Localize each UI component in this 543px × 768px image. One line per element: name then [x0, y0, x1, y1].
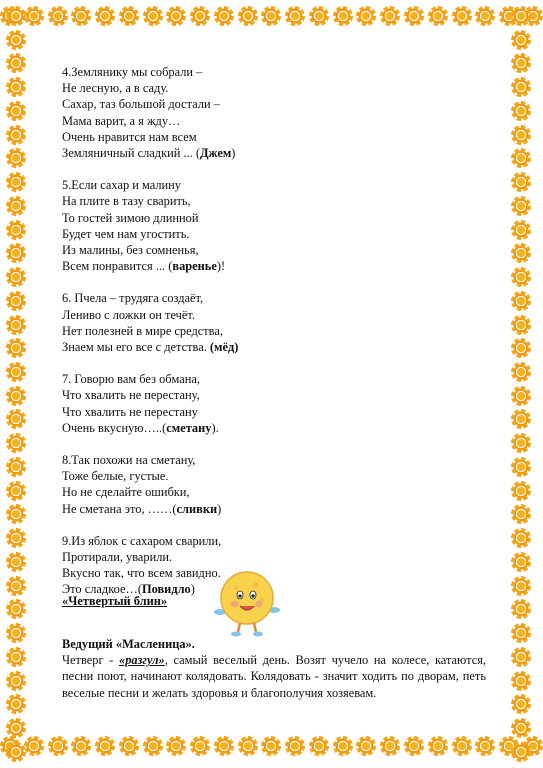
sunflower-icon — [214, 6, 234, 26]
riddle-line: Очень нравится нам всем — [62, 129, 197, 144]
sunflower-icon — [119, 6, 139, 26]
sunflower-icon — [166, 6, 186, 26]
sunflower-icon — [6, 125, 26, 145]
riddle-line: 6. Пчела – трудяга создаёт, — [62, 291, 204, 306]
sunflower-icon — [511, 148, 531, 168]
sunflower-icon — [6, 362, 26, 382]
sunflower-icon — [6, 718, 26, 738]
riddle-answer-line — [62, 339, 486, 355]
sunflower-icon — [6, 30, 26, 50]
answer-prefix: Не сметана это, ……( — [62, 501, 177, 516]
sunflower-border-top — [0, 6, 543, 32]
answer-prefix: Очень вкусную…..( — [62, 420, 167, 435]
sunflower-icon — [6, 504, 26, 524]
sunflower-icon — [6, 53, 26, 73]
sunflower-icon — [6, 647, 26, 667]
sunflower-icon — [511, 338, 531, 358]
riddle-line: Лениво с ложки он течёт. — [62, 307, 195, 322]
riddle-line: Но не сделайте ошибки, — [62, 485, 190, 500]
riddle-line: 4.Землянику мы собрали – — [62, 65, 203, 79]
sunflower-icon — [511, 504, 531, 524]
riddle-answer: варенье — [172, 259, 217, 274]
answer-prefix: Земляничный сладкий ... ( — [62, 146, 200, 161]
sunflower-icon — [511, 742, 531, 762]
riddle-answer-line — [62, 258, 486, 274]
sunflower-icon — [511, 718, 531, 738]
answer-suffix: ) — [190, 582, 195, 597]
sunflower-icon — [6, 576, 26, 596]
sunflower-icon — [511, 623, 531, 643]
sunflower-icon — [285, 736, 305, 756]
riddle-line: 5.Если сахар и малину — [62, 178, 181, 193]
sunflower-icon — [511, 243, 531, 263]
sunflower-icon — [452, 6, 472, 26]
riddle-stanza — [62, 452, 486, 517]
riddle-line: Вкусно так, что всем завидно. — [62, 566, 221, 581]
riddle-stanza — [62, 64, 486, 161]
sunflower-icon — [511, 552, 531, 572]
sunflower-icon — [333, 6, 353, 26]
sunflower-icon — [6, 172, 26, 192]
sunflower-icon — [6, 101, 26, 121]
sunflower-icon — [333, 736, 353, 756]
sunflower-icon — [475, 6, 495, 26]
sunflower-icon — [511, 433, 531, 453]
riddle-line: 9.Из яблок с сахаром сварили, — [62, 533, 222, 548]
sunflower-icon — [6, 386, 26, 406]
sunflower-icon — [511, 291, 531, 311]
sunflower-icon — [309, 6, 329, 26]
sunflower-icon — [511, 101, 531, 121]
answer-suffix: ) — [231, 146, 236, 161]
sunflower-icon — [511, 647, 531, 667]
riddle-line: Нет полезней в мире средства, — [62, 323, 223, 338]
sunflower-icon — [309, 736, 329, 756]
riddle-answer: сметану — [166, 420, 212, 435]
sunflower-icon — [380, 6, 400, 26]
sunflower-icon — [511, 172, 531, 192]
sunflower-icon — [511, 267, 531, 287]
riddle-line: Что хвалить не перестану, — [62, 388, 200, 403]
sunflower-icon — [6, 671, 26, 691]
leader-highlight: «разгул» — [119, 653, 165, 668]
sunflower-icon — [511, 671, 531, 691]
sunflower-icon — [285, 6, 305, 26]
sunflower-icon — [214, 736, 234, 756]
sunflower-icon — [6, 694, 26, 714]
sunflower-icon — [6, 409, 26, 429]
sunflower-icon — [511, 220, 531, 240]
sunflower-icon — [511, 30, 531, 50]
sunflower-icon — [48, 736, 68, 756]
sunflower-icon — [6, 742, 26, 762]
sunflower-icon — [511, 386, 531, 406]
riddle-line: На плите в тазу сварить, — [62, 194, 191, 209]
riddle-answer-line — [62, 420, 486, 436]
riddle-line: То гостей зимою длинной — [62, 210, 199, 225]
sunflower-icon — [6, 220, 26, 240]
sunflower-icon — [6, 315, 26, 335]
sunflower-icon — [475, 736, 495, 756]
sunflower-icon — [428, 736, 448, 756]
riddle-line: Тоже белые, густые. — [62, 469, 169, 484]
leader-title: Ведущий «Масленица». — [62, 637, 195, 651]
sunflower-icon — [404, 736, 424, 756]
sunflower-border-bottom — [0, 736, 543, 762]
sunflower-icon — [6, 267, 26, 287]
riddle-answer-line — [62, 145, 486, 161]
leader-text-after: , самый веселый день. Возят чучело на колесе, катаются, песни поют, начинают колядовать. Колядовать - значит ходить по дворам, петь веселые песни и желать здоровья и благополучия хозяевам. — [62, 653, 487, 700]
sunflower-icon — [6, 599, 26, 619]
sunflower-icon — [71, 6, 91, 26]
sunflower-icon — [511, 125, 531, 145]
sunflower-icon — [261, 6, 281, 26]
riddle-stanza — [62, 177, 486, 274]
sunflower-icon — [511, 481, 531, 501]
sunflower-icon — [190, 736, 210, 756]
sunflower-icon — [143, 6, 163, 26]
answer-suffix: ) — [217, 501, 222, 516]
sunflower-icon — [95, 6, 115, 26]
sunflower-icon — [6, 623, 26, 643]
leader-paragraph — [62, 652, 486, 701]
sunflower-icon — [511, 528, 531, 548]
section-title: «Четвертый блин» — [62, 594, 168, 608]
sunflower-icon — [6, 433, 26, 453]
answer-prefix: Знаем мы его все с детства. — [62, 340, 210, 355]
sunflower-icon — [166, 736, 186, 756]
riddle-answer: Джем — [200, 146, 232, 161]
sunflower-icon — [428, 6, 448, 26]
answer-suffix: )! — [216, 259, 226, 274]
sunflower-icon — [6, 481, 26, 501]
sunflower-icon — [511, 315, 531, 335]
sunflower-icon — [511, 77, 531, 97]
riddles-text — [62, 64, 486, 614]
sunflower-icon — [6, 528, 26, 548]
riddle-answer: сливки — [176, 501, 218, 516]
sunflower-icon — [6, 243, 26, 263]
sunflower-icon — [238, 6, 258, 26]
sunflower-icon — [511, 53, 531, 73]
sunflower-icon — [511, 694, 531, 714]
sunflower-icon — [6, 77, 26, 97]
sunflower-icon — [48, 6, 68, 26]
riddle-line: 7. Говорю вам без обмана, — [62, 372, 200, 387]
sunflower-border-right — [511, 6, 537, 762]
sunflower-icon — [380, 736, 400, 756]
answer-prefix: Это сладкое…( — [62, 582, 142, 597]
riddle-answer: (мёд) — [209, 340, 239, 355]
riddle-line: Мама варит, а я жду… — [62, 113, 181, 128]
sunflower-icon — [511, 409, 531, 429]
leader-text-before: Четверг - — [62, 653, 119, 668]
sunflower-icon — [190, 6, 210, 26]
riddle-line: Из малины, без сомненья, — [62, 243, 199, 258]
sunflower-icon — [143, 736, 163, 756]
leader-section — [62, 636, 486, 701]
sunflower-icon — [6, 148, 26, 168]
smiling-pancake-illustration — [206, 560, 288, 642]
sunflower-icon — [511, 599, 531, 619]
riddle-line: Сахар, таз большой достали – — [62, 97, 220, 112]
sunflower-icon — [511, 196, 531, 216]
riddle-line: Протирали, уварили. — [62, 550, 173, 565]
sunflower-icon — [119, 736, 139, 756]
sunflower-icon — [511, 362, 531, 382]
sunflower-icon — [511, 6, 531, 26]
sunflower-icon — [356, 736, 376, 756]
sunflower-icon — [356, 6, 376, 26]
sunflower-icon — [511, 457, 531, 477]
sunflower-border-left — [6, 6, 32, 762]
riddle-answer-line — [62, 501, 486, 517]
riddle-answer: Повидло — [141, 582, 191, 597]
answer-prefix: Всем понравится ... ( — [62, 259, 173, 274]
sunflower-icon — [6, 457, 26, 477]
sunflower-icon — [6, 552, 26, 572]
sunflower-icon — [6, 338, 26, 358]
sunflower-icon — [238, 736, 258, 756]
riddle-line: Что хвалить не перестану — [62, 404, 198, 419]
sunflower-icon — [6, 196, 26, 216]
riddle-stanza — [62, 371, 486, 436]
sunflower-icon — [6, 291, 26, 311]
sunflower-icon — [95, 736, 115, 756]
sunflower-icon — [261, 736, 281, 756]
sunflower-icon — [404, 6, 424, 26]
sunflower-icon — [71, 736, 91, 756]
riddle-line: Будет чем нам угостить. — [62, 226, 190, 241]
sunflower-icon — [511, 576, 531, 596]
riddle-line: Не лесную, а в саду. — [62, 81, 169, 96]
riddle-stanza — [62, 290, 486, 355]
answer-suffix: ). — [211, 420, 219, 435]
sunflower-icon — [452, 736, 472, 756]
riddle-line: 8.Так похожи на сметану, — [62, 453, 196, 468]
sunflower-icon — [6, 6, 26, 26]
